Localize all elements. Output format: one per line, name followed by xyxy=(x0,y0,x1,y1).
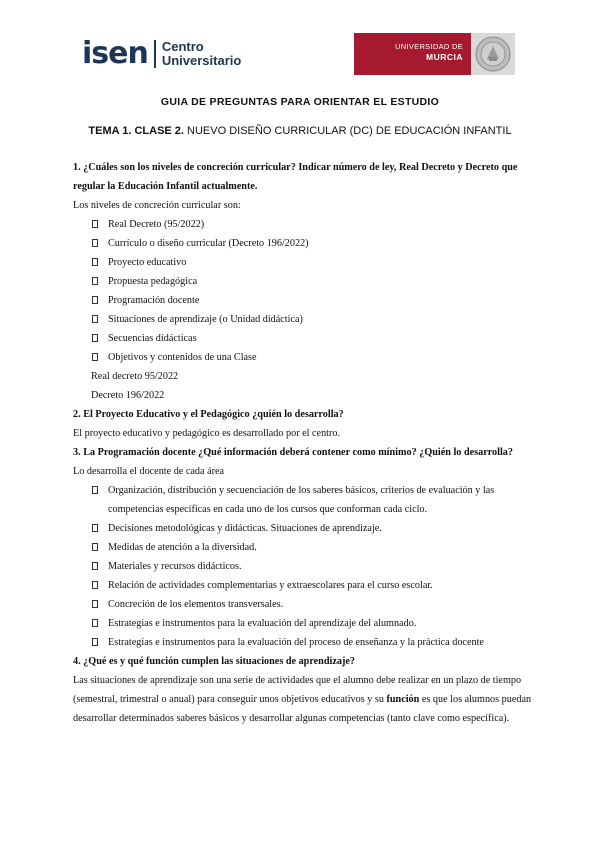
programming-content-list xyxy=(73,481,533,652)
list-item: Concreción de los elementos transversales. xyxy=(73,595,533,614)
bullet-box-icon xyxy=(92,277,98,285)
isen-logo-text xyxy=(162,40,241,68)
bullet-box-icon xyxy=(92,239,98,247)
list-item: Programación docente xyxy=(73,291,533,310)
question-4: 4. ¿Qué es y qué función cumplen las situaciones de aprendizaje? xyxy=(73,656,355,667)
list-item: Propuesta pedagógica xyxy=(73,272,533,291)
bullet-box-icon xyxy=(92,600,98,608)
document-title: GUIA DE PREGUNTAS PARA ORIENTAR EL ESTUDIO xyxy=(160,96,440,108)
answer-1-extra1: Real decreto 95/2022 xyxy=(91,371,179,382)
um-line2: MURCIA xyxy=(426,52,463,62)
question-3: 3. La Programación docente ¿Qué información deberá contener como mínimo? ¿Quién lo desarrolla? xyxy=(73,447,513,458)
bullet-box-icon xyxy=(92,353,98,361)
list-item: Organización, distribución y secuenciación de los saberes básicos, criterios de evaluación y las competencias específicas en cada uno de los cursos que conforman cada ciclo. xyxy=(73,481,533,519)
document-body xyxy=(73,158,533,728)
list-item: Proyecto educativo xyxy=(73,253,533,272)
isen-line1: Centro xyxy=(161,39,204,54)
list-item: Objetivos y contenidos de una Clase xyxy=(73,348,533,367)
question-2: 2. El Proyecto Educativo y el Pedagógico ¿quién lo desarrolla? xyxy=(73,409,344,420)
bullet-box-icon xyxy=(92,296,98,304)
answer-1-intro: Los niveles de concreción curricular son: xyxy=(73,200,241,211)
list-item: Relación de actividades complementarias y extraescolares para el curso escolar. xyxy=(73,576,533,595)
list-item: Estrategias e instrumentos para la evaluación del aprendizaje del alumnado. xyxy=(73,614,533,633)
subtitle-bold: TEMA 1. CLASE 2. xyxy=(88,125,184,137)
bullet-box-icon xyxy=(92,581,98,589)
bullet-box-icon xyxy=(92,619,98,627)
list-item: Situaciones de aprendizaje (o Unidad didáctica) xyxy=(73,310,533,329)
universidad-murcia-logo xyxy=(354,33,515,75)
answer-4: Las situaciones de aprendizaje son una serie de actividades que el alumno debe realizar en un plazo de tiempo (semestral, trimestral o anual) para conseguir unos objetivos educativos y su función es que los alumnos puedan desarrollar determinados saberes básicos y desarrollar algunas competencias (tanto clave como específica). xyxy=(73,675,532,724)
bullet-box-icon xyxy=(92,220,98,228)
question-1: 1. ¿Cuáles son los niveles de concreción curricular? Indicar número de ley, Real Decreto y Decreto que regular la Educación Infantil actualmente. xyxy=(73,162,518,192)
list-item: Estrategias e instrumentos para la evaluación del proceso de enseñanza y la práctica docente xyxy=(73,633,533,652)
answer-2: El proyecto educativo y pedagógico es desarrollado por el centro. xyxy=(73,428,341,439)
bullet-box-icon xyxy=(92,562,98,570)
list-item: Materiales y recursos didácticos. xyxy=(73,557,533,576)
answer-1-extra2: Decreto 196/2022 xyxy=(91,390,165,401)
list-item: Real Decreto (95/2022) xyxy=(73,215,533,234)
um-logo-text xyxy=(395,41,463,63)
isen-logo xyxy=(82,38,241,70)
list-item: Decisiones metodológicas y didácticas. Situaciones de aprendizaje. xyxy=(73,519,533,538)
list-item: Medidas de atención a la diversidad. xyxy=(73,538,533,557)
list-item: Secuencias didácticas xyxy=(73,329,533,348)
function-bold: función xyxy=(386,694,420,705)
answer-3-intro: Lo desarrolla el docente de cada área xyxy=(73,466,225,477)
bullet-box-icon xyxy=(92,334,98,342)
bullet-box-icon xyxy=(92,258,98,266)
bullet-box-icon xyxy=(92,524,98,532)
university-seal-icon xyxy=(471,33,515,75)
bullet-box-icon xyxy=(92,315,98,323)
document-subtitle xyxy=(0,125,600,137)
concretion-levels-list xyxy=(73,215,533,367)
bullet-box-icon xyxy=(92,543,98,551)
logo-divider xyxy=(154,40,156,68)
list-item: Currículo o diseño curricular (Decreto 196/2022) xyxy=(73,234,533,253)
isen-line2: Universitario xyxy=(161,53,242,68)
um-line1: UNIVERSIDAD DE xyxy=(395,42,463,51)
subtitle-rest: NUEVO DISEÑO CURRICULAR (DC) DE EDUCACIÓN INFANTIL xyxy=(183,125,512,137)
isen-logo-word: isen xyxy=(82,36,148,71)
bullet-box-icon xyxy=(92,486,98,494)
bullet-box-icon xyxy=(92,638,98,646)
